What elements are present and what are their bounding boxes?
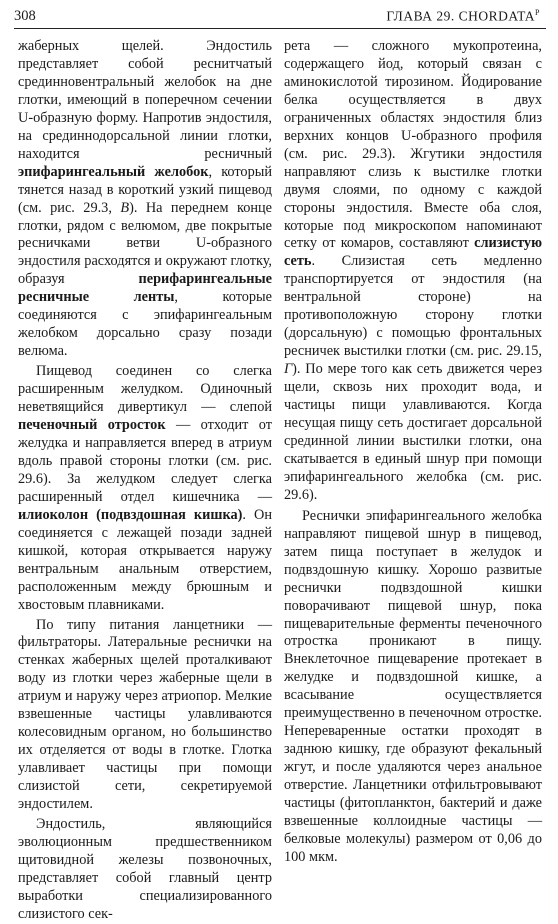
- bold-term: слизистую сеть: [284, 235, 542, 270]
- paragraph: Реснички эпифарингеального желобка направляют пищевой шнур в пищевод, затем пища поступает в желудок и подвздошную кишку. Хорошо развитые реснички подвздошной кишки поворачивают пищевой шнур, пока пищеварительные ферменты печеночного отростка проникают в пищу. Внеклеточное пищеварение протекает в желудке и подвздошной кишке, а всасывание осуществляется преимущественно в печеночном отростке. Непереваренные остатки проходят в заднюю кишку, где образуют фекальный жгут, и после удаляются через анальное отверстие. Ланцетники отфильтровывают частицы (фитопланктон, бактерий и даже взвешенные коллоидные частицы — белковые молекулы) размером от 0,06 до 100 мкм.: [284, 507, 542, 865]
- paragraph: По типу питания ланцетники — фильтраторы. Латеральные реснички на стенках жаберных щелей проталкивают воду из глотки через жаберные щели в атриум и наружу через атриопор. Мелкие взвешенные частицы улавливаются колесовидным органом, но большинство их отделяется от воды в глотке. Глотка улавливает частицы при помощи слизистой сети, секретируемой эндостилем.: [18, 616, 272, 813]
- paragraph: [18, 38, 272, 361]
- text-run: — отходит от желудка и направляется вперед в атриум вдоль правой стороны глотки (см. рис. 29.6). За желудком следует слегка расширенный отдел кишечника —: [18, 417, 272, 505]
- paragraph: [284, 38, 542, 505]
- page-header: [14, 6, 546, 29]
- text-run: . Он соединяется с лежащей позади задней кишкой, которая открывается наружу вентральным анальным отверстием, расположенным между брюшным и хвостовым плавниками.: [18, 506, 272, 613]
- text-run: жаберных щелей. Эндостиль представляет собой реснитчатый срединновентральный желобок на дне глотки, имеющий в поперечном сечении U-образную форму. Напротив эндостиля, на срединнодорсальной линии глотки, находится ресничный: [18, 38, 272, 162]
- text-run: . Слизистая сеть медленно транспортируется от эндостиля (на вентральной стороне) на противоположную сторону глотки (дорсальную) с помощью фронтальных ресничек выстилки глотки (см. рис. 29.15,: [284, 253, 542, 360]
- text-run: , который тянется назад в короткий узкий пищевод (см. рис. 29.3,: [18, 163, 272, 216]
- bold-term: перифарингеальные ресничные ленты: [18, 271, 272, 306]
- page-number: 308: [14, 8, 36, 24]
- text-run: , которые соединяются с эпифарингеальным желобком дорсально сразу позади велюма.: [18, 289, 273, 360]
- text-run: Пищевод соединен со слегка расширенным желудком. Одиночный неветвящийся дивертикул — слепой: [18, 363, 272, 416]
- text-run: рета — сложного мукопротеина, содержащего йод, который связан с аминокислотой тирозином. Йодирование белка осуществляется в двух ограниченных областях эндостиля близ верхних концов U-образного профиля (см. рис. 29.3). Жгутики эндостиля направляют слизь к выстилке глотки двумя слоями, по одному с каждой стороны эндостиля. Вместе оба слоя, которые под микроскопом напоминают сетку от комаров, составляют: [284, 38, 542, 252]
- chapter-title: [386, 8, 540, 25]
- bold-term: печеночный отросток: [18, 417, 166, 434]
- figure-panel-ref: В: [120, 199, 130, 216]
- paragraph: Эндостиль, являющийся эволюционным предшественником щитовидной железы позвоночных, представляет собой главный центр выработки специализированного слизистого сек-: [18, 815, 272, 922]
- bold-term: эпифарингеальный желобок: [18, 163, 209, 180]
- chapter-title-suffix: P: [535, 8, 540, 17]
- paragraph: [18, 363, 272, 614]
- right-column: [284, 38, 542, 867]
- figure-panel-ref: Г: [284, 361, 293, 378]
- text-run: ). По мере того как сеть движется через щели, сквозь них проходит вода, и частицы пищи улавливаются. Когда несущая пищу сеть достигает дорсальной срединной линии выстилки глотки, она скатывается в единый шнур при помощи эпифарингеального желобка (см. рис. 29.6).: [284, 361, 542, 503]
- text-run: ). На переднем конце глотки, рядом с велюмом, две покрытые ресничками ветви U-образного эндостиля расходятся и окружают глотку, образуя: [18, 199, 272, 288]
- left-column: [18, 38, 272, 924]
- chapter-title-text: ГЛАВА 29. CHORDATA: [386, 8, 536, 24]
- bold-term: илиоколон (подвздошная кишка): [18, 506, 243, 523]
